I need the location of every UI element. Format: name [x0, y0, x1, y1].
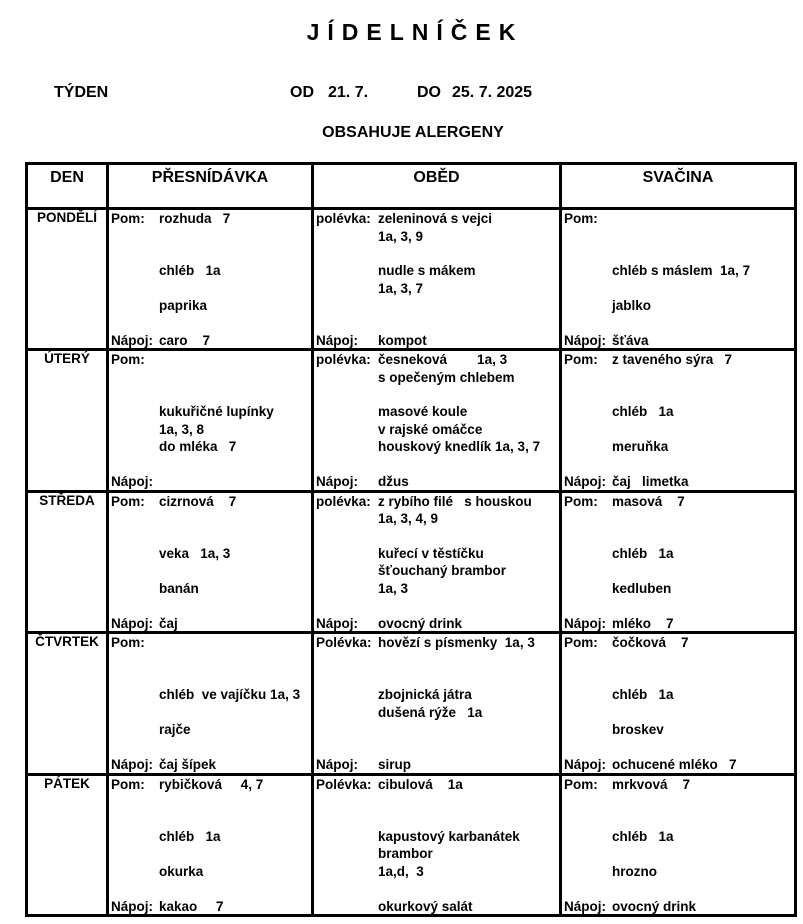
pom-label: Pom: [564, 352, 598, 368]
napoj-value: ovocný drink [612, 898, 697, 914]
obed-cell [313, 633, 561, 774]
svacina-cell [561, 633, 796, 774]
main-dish: masové koule [378, 404, 468, 420]
main-dish: v rajské omáčce [378, 421, 483, 437]
pom-label: Pom: [564, 776, 598, 792]
napoj-value: čaj limetka [612, 474, 689, 490]
napoj-label: Nápoj: [316, 757, 358, 773]
obed-cell [313, 491, 561, 632]
main-dish: chléb 1a [612, 687, 674, 703]
polevka-label: Polévka: [316, 776, 372, 792]
pom-value: rybičková 4, 7 [159, 776, 264, 792]
napoj-label: Nápoj: [564, 474, 606, 490]
soup-line: s opečeným chlebem [378, 369, 515, 385]
svacina-cell [561, 491, 796, 632]
napoj-label: Nápoj: [316, 474, 358, 490]
column-header-presnidavka: PŘESNÍDÁVKA [108, 164, 313, 209]
napoj-value: čaj šípek [159, 757, 217, 773]
to-date: 25. 7. 2025 [452, 84, 533, 101]
column-header-obed: OBĚD [313, 164, 561, 209]
obed-cell [313, 350, 561, 491]
main-dish: chléb ve vajíčku 1a, 3 [159, 687, 301, 703]
soup-line: cibulová 1a [378, 776, 463, 792]
table-row [27, 633, 796, 774]
napoj-value: kakao 7 [159, 898, 224, 914]
pom-label: Pom: [564, 211, 598, 226]
main-dish: 1a,d, 3 [378, 863, 424, 879]
main-dish: 1a, 3, 7 [378, 280, 424, 296]
column-header-den: DEN [27, 164, 108, 209]
main-dish: houskový knedlík 1a, 3, 7 [378, 439, 541, 455]
pom-label: Pom: [111, 493, 145, 509]
napoj-label: Nápoj: [316, 333, 358, 348]
napoj-value: džus [378, 474, 409, 490]
napoj-label: Nápoj: [564, 757, 606, 773]
main-dish: chléb 1a [159, 828, 221, 844]
napoj-value: kompot [378, 333, 427, 348]
main-dish: dušená rýže 1a [378, 704, 483, 720]
day-name: STŘEDA [27, 491, 108, 632]
napoj-label: Nápoj: [111, 333, 153, 348]
soup-line: zeleninová s vejci [378, 211, 493, 226]
menu-table [25, 162, 797, 917]
polevka-label: polévka: [316, 352, 371, 368]
extra-item: broskev [612, 722, 664, 738]
main-dish: zbojnická játra [378, 687, 472, 703]
pom-label: Pom: [111, 635, 145, 651]
presnidavka-cell [108, 209, 313, 350]
svacina-cell [561, 774, 796, 915]
soup-line: 1a, 3, 4, 9 [378, 511, 439, 527]
extra-item: meruňka [612, 439, 669, 455]
obed-cell [313, 209, 561, 350]
soup-line: hovězí s písmenky 1a, 3 [378, 635, 535, 651]
napoj-value: čaj [159, 615, 178, 631]
soup-line: z rybího filé s houskou [378, 493, 532, 509]
day-name: PONDĚLÍ [27, 209, 108, 350]
main-dish: brambor [378, 846, 433, 862]
soup-line: česneková 1a, 3 [378, 352, 508, 368]
to-label: DO [417, 84, 441, 101]
napoj-value: šťáva [612, 333, 649, 348]
table-row [27, 774, 796, 915]
pom-value: cizrnová 7 [159, 493, 237, 509]
from-date: 21. 7. [328, 84, 369, 101]
pom-label: Pom: [111, 776, 145, 792]
pom-value: masová 7 [612, 493, 685, 509]
main-dish: 1a, 3 [378, 580, 409, 596]
main-dish: chléb 1a [159, 263, 221, 278]
main-dish: 1a, 3, 8 [159, 421, 205, 437]
pom-label: Pom: [564, 493, 598, 509]
pom-value: rozhuda 7 [159, 211, 231, 226]
side-dish: okurkový salát [378, 898, 473, 914]
table-row [27, 350, 796, 491]
polevka-label: polévka: [316, 211, 371, 226]
pom-value: čočková 7 [612, 635, 689, 651]
extra-item: kedluben [612, 580, 672, 596]
napoj-label: Nápoj: [111, 474, 153, 490]
napoj-label: Nápoj: [111, 615, 153, 631]
allergen-note: OBSAHUJE ALERGENY [322, 124, 504, 141]
napoj-value: caro 7 [159, 333, 211, 348]
napoj-label: Nápoj: [564, 615, 606, 631]
day-name: ÚTERÝ [27, 350, 108, 491]
napoj-value: ochucené mléko 7 [612, 757, 737, 773]
pom-value: mrkvová 7 [612, 776, 691, 792]
napoj-label: Nápoj: [564, 333, 606, 348]
presnidavka-cell [108, 350, 313, 491]
presnidavka-cell [108, 491, 313, 632]
obed-cell [313, 774, 561, 915]
main-dish: chléb s máslem 1a, 7 [612, 263, 751, 278]
week-label: TÝDEN [54, 84, 109, 101]
napoj-label: Nápoj: [564, 898, 606, 914]
day-name: PÁTEK [27, 774, 108, 915]
napoj-value: sirup [378, 757, 412, 773]
presnidavka-cell [108, 774, 313, 915]
extra-item: jablko [612, 298, 652, 313]
napoj-label: Nápoj: [111, 898, 153, 914]
polevka-label: polévka: [316, 493, 371, 509]
from-label: OD [290, 84, 314, 101]
main-dish: chléb 1a [612, 828, 674, 844]
table-row [27, 491, 796, 632]
main-dish: šťouchaný brambor [378, 563, 506, 579]
svacina-cell [561, 209, 796, 350]
soup-line: 1a, 3, 9 [378, 228, 424, 244]
napoj-label: Nápoj: [316, 615, 358, 631]
page-title: JÍDELNÍČEK [306, 19, 524, 45]
extra-item: paprika [159, 298, 208, 313]
polevka-label: Polévka: [316, 635, 372, 651]
main-dish: do mléka 7 [159, 439, 237, 455]
main-dish: chléb 1a [612, 404, 674, 420]
napoj-value: ovocný drink [378, 615, 463, 631]
main-dish: kapustový karbanátek [378, 828, 520, 844]
pom-label: Pom: [564, 635, 598, 651]
extra-item: rajče [159, 722, 191, 738]
pom-value: z taveného sýra 7 [612, 352, 733, 368]
day-name: ČTVRTEK [27, 633, 108, 774]
main-dish: kuřecí v těstíčku [378, 545, 484, 561]
napoj-label: Nápoj: [111, 757, 153, 773]
presnidavka-cell [108, 633, 313, 774]
main-dish: kukuřičné lupínky [159, 404, 274, 420]
extra-item: okurka [159, 863, 204, 879]
extra-item: hrozno [612, 863, 657, 879]
main-dish: nudle s mákem [378, 263, 476, 278]
extra-item: banán [159, 580, 199, 596]
svacina-cell [561, 350, 796, 491]
table-row [27, 209, 796, 350]
column-header-svacina: SVAČINA [561, 164, 796, 209]
main-dish: veka 1a, 3 [159, 545, 231, 561]
napoj-value: mléko 7 [612, 615, 674, 631]
main-dish: chléb 1a [612, 545, 674, 561]
pom-label: Pom: [111, 352, 145, 368]
pom-label: Pom: [111, 211, 145, 226]
menu-header-row [27, 164, 796, 209]
